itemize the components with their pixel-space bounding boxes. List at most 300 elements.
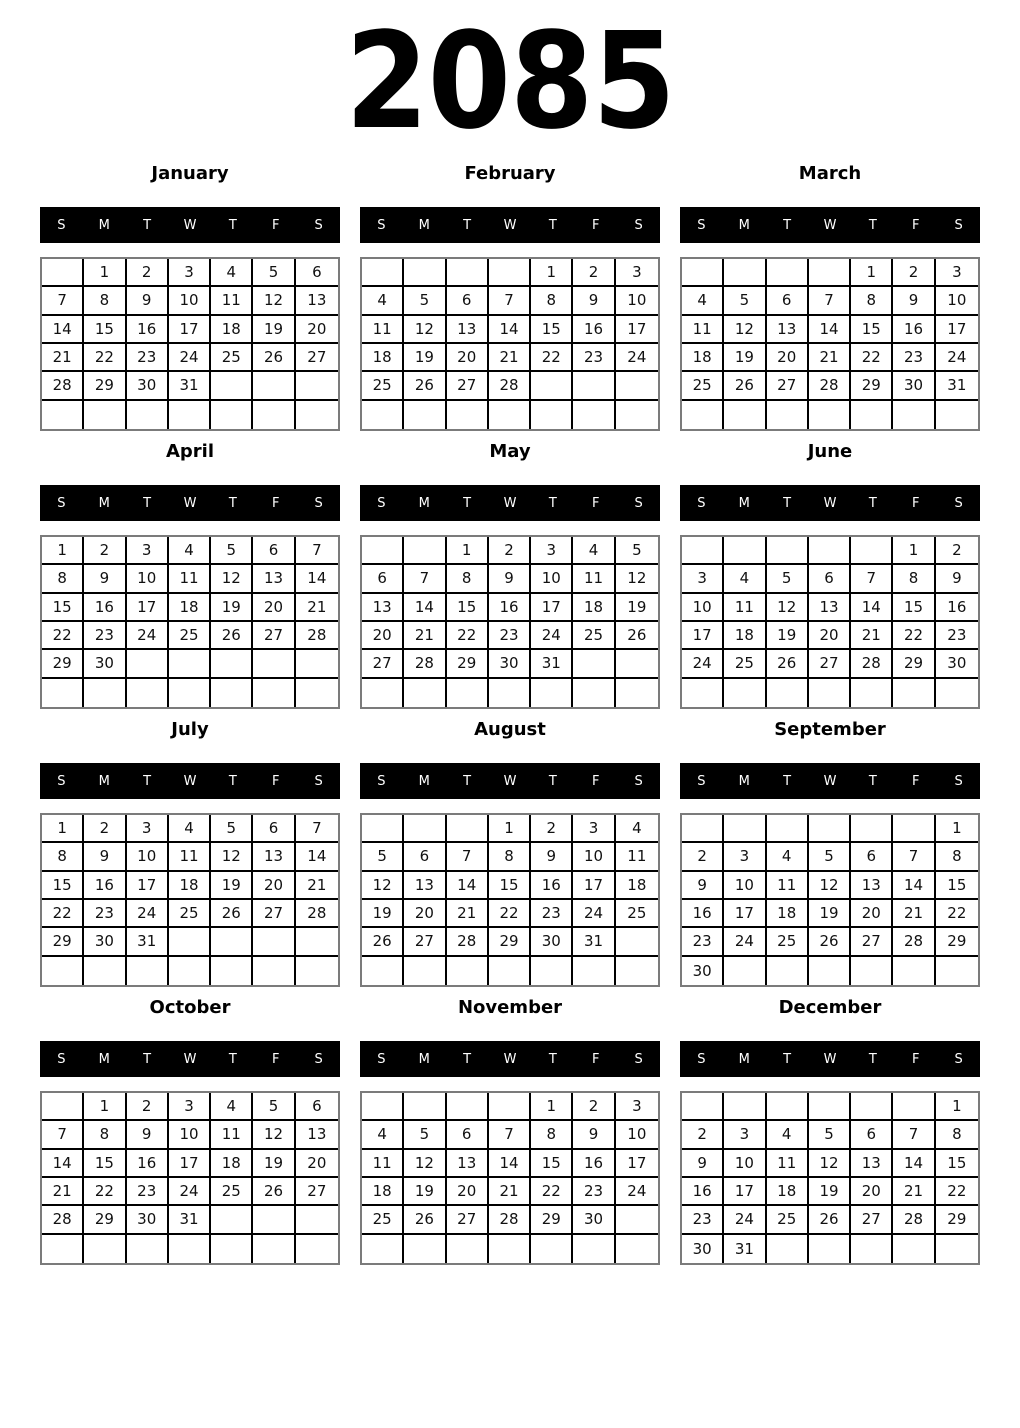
empty-date-cell: [767, 1093, 809, 1121]
date-cell: 6: [851, 843, 893, 871]
date-cell: 16: [573, 1150, 615, 1178]
empty-date-cell: [362, 679, 404, 707]
date-cell: 26: [253, 1178, 295, 1206]
month-name: July: [171, 719, 209, 740]
weekday-label: W: [823, 495, 837, 511]
empty-date-cell: [851, 537, 893, 565]
date-cell: 15: [936, 1150, 978, 1178]
date-cell: 17: [531, 594, 573, 622]
date-cell: 22: [447, 622, 489, 650]
date-cell: 27: [767, 372, 809, 400]
empty-date-cell: [724, 1093, 766, 1121]
date-cell: 8: [84, 287, 126, 315]
empty-date-cell: [682, 679, 724, 707]
date-cell: 22: [531, 1178, 573, 1206]
month-february: [360, 163, 660, 431]
weekday-label: S: [634, 1051, 643, 1067]
date-cell: 15: [851, 316, 893, 344]
empty-date-cell: [404, 957, 446, 985]
date-cell: 29: [936, 1206, 978, 1234]
date-cell: 4: [682, 287, 724, 315]
weekday-label: S: [954, 217, 963, 233]
empty-date-cell: [724, 259, 766, 287]
date-cell: 27: [851, 1206, 893, 1234]
date-cell: 29: [42, 650, 84, 678]
date-cell: 18: [211, 1150, 253, 1178]
weekday-header-bar: [680, 1041, 980, 1077]
empty-date-cell: [531, 401, 573, 429]
date-cell: 8: [489, 843, 531, 871]
weekday-label: S: [377, 495, 386, 511]
date-cell: 24: [573, 900, 615, 928]
date-cell: 16: [531, 872, 573, 900]
date-cell: 16: [682, 1178, 724, 1206]
empty-date-cell: [84, 401, 126, 429]
empty-date-cell: [296, 1235, 338, 1263]
date-cell: 26: [724, 372, 766, 400]
month-september: [680, 719, 980, 987]
empty-date-cell: [851, 679, 893, 707]
date-cell: 18: [211, 316, 253, 344]
empty-date-cell: [809, 815, 851, 843]
date-cell: 22: [851, 344, 893, 372]
date-cell: 23: [531, 900, 573, 928]
date-cell: 18: [767, 900, 809, 928]
weekday-label: T: [868, 773, 877, 789]
date-cell: 10: [573, 843, 615, 871]
date-cell: 20: [404, 900, 446, 928]
date-cell: 24: [169, 1178, 211, 1206]
empty-date-cell: [404, 815, 446, 843]
empty-date-cell: [851, 401, 893, 429]
date-cell: 8: [893, 565, 935, 593]
calendar-page: [0, 5, 1020, 1265]
date-cell: 3: [724, 843, 766, 871]
weekday-label: M: [98, 495, 110, 511]
empty-date-cell: [893, 1235, 935, 1263]
date-cell: 10: [682, 594, 724, 622]
date-cell: 7: [42, 1121, 84, 1149]
date-cell: 13: [362, 594, 404, 622]
date-cell: 9: [936, 565, 978, 593]
date-cell: 19: [809, 1178, 851, 1206]
empty-date-cell: [211, 957, 253, 985]
date-cell: 28: [851, 650, 893, 678]
empty-date-cell: [447, 1093, 489, 1121]
weekday-label: S: [377, 1051, 386, 1067]
date-cell: 21: [851, 622, 893, 650]
date-cell: 9: [84, 843, 126, 871]
date-cell: 13: [851, 872, 893, 900]
empty-date-cell: [893, 815, 935, 843]
date-cell: 10: [127, 565, 169, 593]
date-cell: 1: [489, 815, 531, 843]
date-cell: 7: [893, 843, 935, 871]
date-cell: 25: [682, 372, 724, 400]
date-cell: 6: [767, 287, 809, 315]
date-cell: 16: [84, 594, 126, 622]
date-cell: 26: [809, 928, 851, 956]
date-grid: [680, 1091, 980, 1265]
weekday-label: S: [314, 773, 323, 789]
date-cell: 7: [42, 287, 84, 315]
date-cell: 16: [573, 316, 615, 344]
empty-date-cell: [447, 679, 489, 707]
date-cell: 2: [893, 259, 935, 287]
date-cell: 2: [127, 1093, 169, 1121]
date-cell: 2: [573, 259, 615, 287]
date-cell: 5: [724, 287, 766, 315]
weekday-label: S: [314, 217, 323, 233]
date-cell: 11: [767, 1150, 809, 1178]
date-cell: 21: [489, 1178, 531, 1206]
date-cell: 28: [447, 928, 489, 956]
date-cell: 18: [362, 1178, 404, 1206]
weekday-label: T: [143, 773, 152, 789]
weekday-label: T: [228, 217, 237, 233]
date-cell: 25: [767, 1206, 809, 1234]
weekday-label: W: [503, 773, 517, 789]
date-cell: 27: [253, 900, 295, 928]
date-cell: 16: [127, 316, 169, 344]
empty-date-cell: [573, 401, 615, 429]
weekday-label: F: [591, 1051, 600, 1067]
empty-date-cell: [936, 957, 978, 985]
date-cell: 13: [447, 1150, 489, 1178]
date-cell: 7: [851, 565, 893, 593]
date-cell: 30: [489, 650, 531, 678]
empty-date-cell: [724, 815, 766, 843]
date-cell: 19: [616, 594, 658, 622]
month-july: [40, 719, 340, 987]
date-cell: 23: [573, 344, 615, 372]
date-cell: 19: [253, 1150, 295, 1178]
date-cell: 5: [404, 1121, 446, 1149]
empty-date-cell: [84, 679, 126, 707]
date-cell: 6: [296, 259, 338, 287]
date-cell: 29: [447, 650, 489, 678]
date-cell: 7: [404, 565, 446, 593]
empty-date-cell: [211, 372, 253, 400]
weekday-header-bar: [40, 763, 340, 799]
date-cell: 31: [169, 372, 211, 400]
month-name: October: [149, 997, 231, 1018]
date-cell: 22: [42, 900, 84, 928]
date-cell: 25: [616, 900, 658, 928]
weekday-label: S: [57, 217, 66, 233]
date-cell: 17: [127, 872, 169, 900]
date-cell: 18: [169, 872, 211, 900]
month-january: [40, 163, 340, 431]
date-cell: 19: [362, 900, 404, 928]
weekday-label: F: [911, 217, 920, 233]
date-cell: 9: [84, 565, 126, 593]
date-cell: 28: [42, 1206, 84, 1234]
weekday-label: F: [271, 217, 280, 233]
date-cell: 18: [362, 344, 404, 372]
date-cell: 31: [724, 1235, 766, 1263]
date-cell: 13: [767, 316, 809, 344]
date-cell: 27: [296, 344, 338, 372]
date-cell: 18: [169, 594, 211, 622]
weekday-label: T: [783, 1051, 792, 1067]
date-cell: 20: [447, 344, 489, 372]
date-cell: 3: [531, 537, 573, 565]
date-grid: [680, 813, 980, 987]
date-cell: 22: [936, 900, 978, 928]
date-cell: 2: [489, 537, 531, 565]
date-cell: 4: [169, 815, 211, 843]
date-cell: 30: [127, 1206, 169, 1234]
date-cell: 24: [531, 622, 573, 650]
date-cell: 8: [84, 1121, 126, 1149]
weekday-header-bar: [360, 763, 660, 799]
date-cell: 6: [296, 1093, 338, 1121]
date-cell: 17: [169, 316, 211, 344]
date-cell: 23: [84, 622, 126, 650]
date-cell: 20: [296, 316, 338, 344]
date-cell: 12: [809, 1150, 851, 1178]
date-cell: 9: [573, 287, 615, 315]
date-cell: 20: [809, 622, 851, 650]
empty-date-cell: [362, 401, 404, 429]
empty-date-cell: [362, 815, 404, 843]
month-june: [680, 441, 980, 709]
empty-date-cell: [296, 1206, 338, 1234]
date-cell: 19: [767, 622, 809, 650]
date-cell: 16: [489, 594, 531, 622]
date-cell: 24: [724, 928, 766, 956]
date-cell: 4: [362, 287, 404, 315]
date-cell: 23: [936, 622, 978, 650]
weekday-label: M: [98, 773, 110, 789]
empty-date-cell: [211, 1206, 253, 1234]
date-cell: 17: [724, 1178, 766, 1206]
empty-date-cell: [531, 1235, 573, 1263]
date-cell: 30: [682, 957, 724, 985]
weekday-label: S: [954, 495, 963, 511]
date-cell: 17: [616, 1150, 658, 1178]
date-cell: 3: [573, 815, 615, 843]
weekday-label: T: [783, 773, 792, 789]
weekday-label: S: [697, 495, 706, 511]
empty-date-cell: [127, 1235, 169, 1263]
weekday-label: M: [738, 495, 750, 511]
date-cell: 21: [489, 344, 531, 372]
weekday-label: M: [418, 217, 430, 233]
date-cell: 18: [724, 622, 766, 650]
date-cell: 20: [767, 344, 809, 372]
empty-date-cell: [84, 1235, 126, 1263]
empty-date-cell: [616, 957, 658, 985]
empty-date-cell: [682, 259, 724, 287]
date-grid: [360, 1091, 660, 1265]
date-cell: 20: [253, 594, 295, 622]
weekday-label: M: [738, 773, 750, 789]
date-cell: 22: [84, 1178, 126, 1206]
empty-date-cell: [211, 650, 253, 678]
date-cell: 9: [682, 872, 724, 900]
empty-date-cell: [447, 259, 489, 287]
date-cell: 28: [489, 372, 531, 400]
date-cell: 15: [531, 1150, 573, 1178]
date-cell: 22: [936, 1178, 978, 1206]
date-cell: 19: [404, 344, 446, 372]
date-cell: 25: [767, 928, 809, 956]
date-cell: 4: [767, 843, 809, 871]
date-cell: 17: [169, 1150, 211, 1178]
date-cell: 23: [893, 344, 935, 372]
date-cell: 27: [447, 372, 489, 400]
month-december: [680, 997, 980, 1265]
empty-date-cell: [767, 815, 809, 843]
weekday-label: S: [57, 773, 66, 789]
date-cell: 10: [127, 843, 169, 871]
date-cell: 22: [893, 622, 935, 650]
weekday-header-bar: [40, 207, 340, 243]
date-cell: 13: [296, 1121, 338, 1149]
month-name: December: [778, 997, 882, 1018]
weekday-label: F: [591, 217, 600, 233]
date-cell: 26: [362, 928, 404, 956]
date-cell: 31: [573, 928, 615, 956]
date-cell: 24: [936, 344, 978, 372]
empty-date-cell: [127, 650, 169, 678]
empty-date-cell: [404, 537, 446, 565]
date-cell: 6: [253, 537, 295, 565]
date-cell: 12: [211, 565, 253, 593]
date-cell: 15: [84, 316, 126, 344]
empty-date-cell: [724, 679, 766, 707]
date-grid: [360, 813, 660, 987]
date-cell: 20: [296, 1150, 338, 1178]
empty-date-cell: [253, 1235, 295, 1263]
date-cell: 23: [84, 900, 126, 928]
date-cell: 10: [616, 287, 658, 315]
date-cell: 12: [253, 287, 295, 315]
empty-date-cell: [489, 1093, 531, 1121]
date-cell: 24: [169, 344, 211, 372]
empty-date-cell: [489, 401, 531, 429]
weekday-label: T: [548, 773, 557, 789]
date-cell: 21: [42, 1178, 84, 1206]
empty-date-cell: [616, 1206, 658, 1234]
empty-date-cell: [851, 1235, 893, 1263]
date-cell: 23: [127, 344, 169, 372]
weekday-label: F: [911, 1051, 920, 1067]
weekday-label: M: [418, 773, 430, 789]
empty-date-cell: [253, 679, 295, 707]
empty-date-cell: [682, 401, 724, 429]
date-cell: 9: [531, 843, 573, 871]
date-cell: 3: [127, 815, 169, 843]
empty-date-cell: [767, 679, 809, 707]
date-cell: 12: [724, 316, 766, 344]
date-cell: 2: [682, 1121, 724, 1149]
date-cell: 11: [169, 843, 211, 871]
empty-date-cell: [169, 957, 211, 985]
date-cell: 24: [724, 1206, 766, 1234]
date-cell: 1: [42, 815, 84, 843]
weekday-label: W: [183, 773, 197, 789]
date-cell: 4: [362, 1121, 404, 1149]
date-cell: 6: [404, 843, 446, 871]
date-cell: 15: [531, 316, 573, 344]
date-cell: 15: [489, 872, 531, 900]
date-cell: 22: [489, 900, 531, 928]
weekday-label: W: [823, 217, 837, 233]
weekday-label: T: [463, 1051, 472, 1067]
date-cell: 23: [573, 1178, 615, 1206]
date-cell: 3: [169, 1093, 211, 1121]
empty-date-cell: [362, 537, 404, 565]
empty-date-cell: [447, 815, 489, 843]
empty-date-cell: [253, 957, 295, 985]
date-cell: 26: [809, 1206, 851, 1234]
date-cell: 19: [809, 900, 851, 928]
empty-date-cell: [362, 259, 404, 287]
empty-date-cell: [404, 679, 446, 707]
weekday-label: S: [314, 495, 323, 511]
weekday-label: T: [228, 495, 237, 511]
date-cell: 1: [84, 259, 126, 287]
empty-date-cell: [296, 372, 338, 400]
date-cell: 14: [489, 316, 531, 344]
date-cell: 18: [616, 872, 658, 900]
date-cell: 11: [211, 287, 253, 315]
date-grid: [40, 813, 340, 987]
empty-date-cell: [851, 815, 893, 843]
date-cell: 31: [936, 372, 978, 400]
date-cell: 1: [42, 537, 84, 565]
date-cell: 2: [531, 815, 573, 843]
date-cell: 16: [893, 316, 935, 344]
weekday-label: F: [271, 1051, 280, 1067]
empty-date-cell: [42, 1093, 84, 1121]
date-grid: [40, 257, 340, 431]
month-august: [360, 719, 660, 987]
weekday-label: W: [503, 495, 517, 511]
date-cell: 27: [851, 928, 893, 956]
empty-date-cell: [767, 401, 809, 429]
date-cell: 30: [682, 1235, 724, 1263]
empty-date-cell: [404, 259, 446, 287]
empty-date-cell: [447, 401, 489, 429]
date-cell: 21: [404, 622, 446, 650]
date-cell: 10: [616, 1121, 658, 1149]
date-cell: 6: [362, 565, 404, 593]
date-cell: 2: [573, 1093, 615, 1121]
date-cell: 2: [682, 843, 724, 871]
date-cell: 11: [169, 565, 211, 593]
date-cell: 8: [936, 1121, 978, 1149]
date-cell: 14: [404, 594, 446, 622]
empty-date-cell: [253, 1206, 295, 1234]
date-cell: 28: [296, 622, 338, 650]
date-cell: 1: [936, 815, 978, 843]
date-cell: 20: [253, 872, 295, 900]
month-october: [40, 997, 340, 1265]
date-cell: 3: [169, 259, 211, 287]
empty-date-cell: [447, 957, 489, 985]
date-cell: 13: [851, 1150, 893, 1178]
empty-date-cell: [84, 957, 126, 985]
empty-date-cell: [809, 537, 851, 565]
date-cell: 18: [682, 344, 724, 372]
date-grid: [680, 257, 980, 431]
empty-date-cell: [809, 679, 851, 707]
weekday-label: W: [823, 773, 837, 789]
